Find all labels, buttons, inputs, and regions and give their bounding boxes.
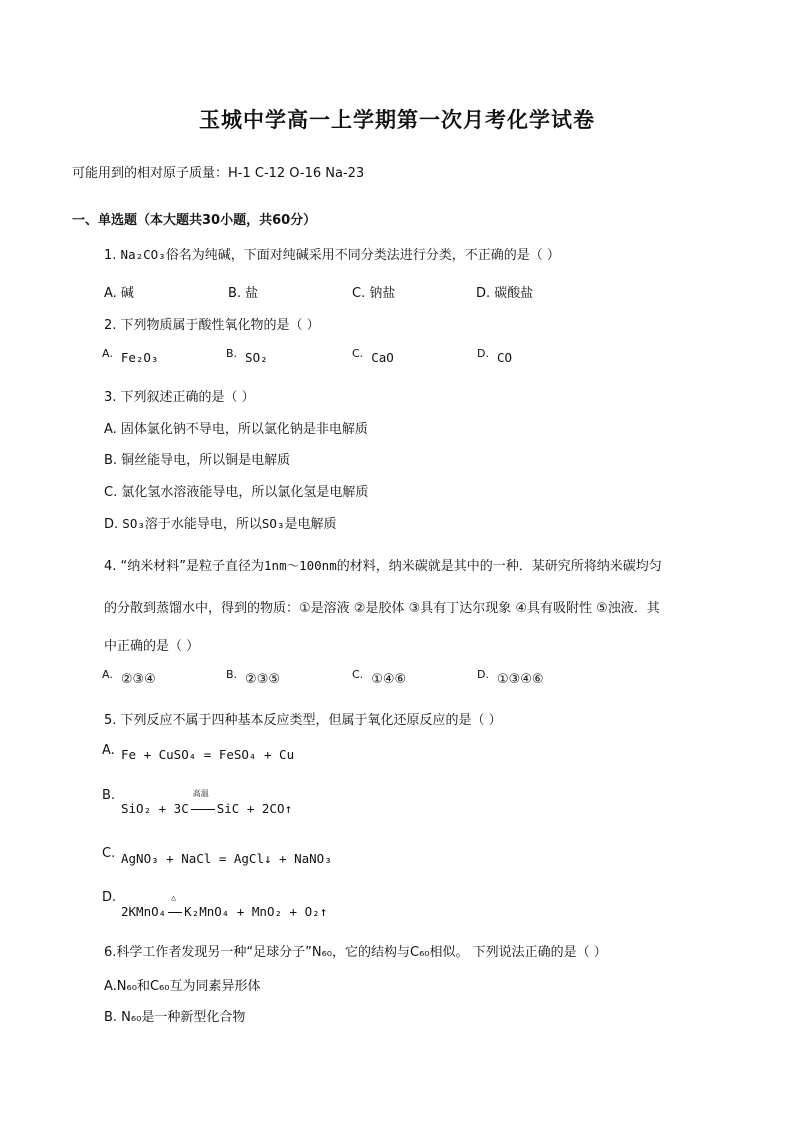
atomic-masses: 可能用到的相对原子质量：H-1 C-12 O-16 Na-23 bbox=[72, 166, 365, 181]
q3-formula-2: SO₃ bbox=[261, 516, 285, 531]
q5-b-left: SiO₂ + 3C bbox=[121, 801, 189, 816]
q6-option-b: B. N₆₀是一种新型化合物 bbox=[104, 1010, 246, 1025]
q3-option-d-end: 是电解质 bbox=[284, 517, 337, 532]
q1-option-b: B. 盐 bbox=[228, 286, 259, 301]
q5-equation-d bbox=[121, 893, 328, 919]
q2-option-a bbox=[102, 347, 159, 366]
q3-formula-1: SO₃ bbox=[122, 516, 145, 531]
q5-label-d: D. bbox=[102, 890, 117, 905]
q4-value-a: ②③④ bbox=[120, 672, 156, 687]
q5-equation-c: AgNO₃ + NaCl = AgCl↓ + NaNO₃ bbox=[121, 851, 332, 866]
q5-d-condition: △ bbox=[171, 893, 176, 902]
q5-d-right: K₂MnO₄ + MnO₂ + O₂↑ bbox=[184, 904, 328, 919]
q4-range: 1nm～100nm bbox=[264, 558, 337, 573]
question-3: 3. 下列叙述正确的是（ ） bbox=[104, 390, 255, 405]
q4-value-b: ②③⑤ bbox=[245, 672, 281, 687]
question-2: 2. 下列物质属于酸性氧化物的是（ ） bbox=[104, 318, 320, 333]
q4-value-c: ①④⑥ bbox=[371, 672, 407, 687]
q3-option-d bbox=[104, 513, 336, 532]
q1-stem: 俗名为纯碱，下面对纯碱采用不同分类法进行分类，不正确的是（ ） bbox=[165, 248, 560, 263]
question-4-line-1 bbox=[104, 555, 662, 574]
q1-option-c: C. 钠盐 bbox=[352, 286, 396, 301]
q4-label-b: B. bbox=[226, 668, 238, 681]
q4-option-b bbox=[226, 668, 281, 687]
q3-option-b: B. 铜丝能导电，所以铜是电解质 bbox=[104, 453, 291, 468]
q2-formula-c: CaO bbox=[371, 350, 394, 365]
q5-label-c: C. bbox=[102, 846, 116, 861]
q2-formula-d: CO bbox=[496, 350, 513, 365]
q5-b-arrow bbox=[189, 789, 217, 816]
q2-formula-b: SO₂ bbox=[245, 350, 268, 365]
q2-option-d bbox=[477, 347, 513, 366]
q4-stem-post: 的材料，纳米碳就是其中的一种．某研究所将纳米碳均匀 bbox=[336, 559, 662, 574]
q5-b-condition: 高温 bbox=[192, 789, 209, 798]
page-title: 玉城中学高一上学期第一次月考化学试卷 bbox=[199, 107, 595, 132]
q3-option-c: C. 氯化氢水溶液能导电，所以氯化氢是电解质 bbox=[104, 485, 369, 500]
q5-d-bar bbox=[168, 912, 182, 913]
section-heading: 一、单选题（本大题共30小题，共60分） bbox=[72, 213, 317, 228]
question-6: 6.科学工作者发现另一种“足球分子”N₆₀，它的结构与C₆₀相似。 下列说法正确的是（ ） bbox=[104, 945, 607, 960]
q1-option-d: D. 碳酸盐 bbox=[476, 286, 534, 301]
q4-label-c: C. bbox=[352, 668, 364, 681]
q4-option-c bbox=[352, 668, 407, 687]
q5-b-bar bbox=[191, 809, 215, 810]
q2-label-a: A. bbox=[102, 347, 113, 360]
q3-option-a: A. 固体氯化钠不导电，所以氯化钠是非电解质 bbox=[104, 422, 368, 437]
q5-b-right: SiC + 2CO↑ bbox=[216, 801, 292, 816]
q4-label-a: A. bbox=[102, 668, 113, 681]
q1-number: 1. bbox=[104, 248, 121, 263]
q4-value-d: ①③④⑥ bbox=[496, 672, 544, 687]
q2-option-b bbox=[226, 347, 268, 366]
q5-equation-b bbox=[121, 789, 292, 816]
q4-label-d: D. bbox=[477, 668, 489, 681]
q5-equation-a: Fe + CuSO₄ = FeSO₄ + Cu bbox=[121, 747, 295, 762]
q5-d-left: 2KMnO₄ bbox=[121, 904, 167, 919]
q2-option-c bbox=[352, 347, 394, 366]
q6-option-a: A.N₆₀和C₆₀互为同素异形体 bbox=[104, 979, 261, 994]
q1-formula: Na₂CO₃ bbox=[120, 247, 166, 262]
q3-label-d: D. bbox=[104, 517, 119, 532]
question-5: 5. 下列反应不属于四种基本反应类型，但属于氧化还原反应的是（ ） bbox=[104, 713, 502, 728]
question-1 bbox=[104, 244, 560, 263]
q4-option-d bbox=[477, 668, 544, 687]
q2-label-b: B. bbox=[226, 347, 238, 360]
q2-label-c: C. bbox=[352, 347, 364, 360]
question-4-line-2: 的分散到蒸馏水中，得到的物质：①是溶液 ②是胶体 ③具有丁达尔现象 ④具有吸附性 ⑤浊液．其 bbox=[104, 601, 660, 616]
q5-label-b: B. bbox=[102, 788, 116, 803]
q2-label-d: D. bbox=[477, 347, 489, 360]
q5-label-a: A. bbox=[102, 743, 115, 758]
question-4-line-3: 中正确的是（ ） bbox=[104, 639, 200, 654]
q5-d-arrow bbox=[166, 893, 184, 919]
q4-stem-pre: 4. “纳米材料”是粒子直径为 bbox=[104, 559, 265, 574]
q2-formula-a: Fe₂O₃ bbox=[120, 350, 159, 365]
q3-option-d-mid: 溶于水能导电，所以 bbox=[144, 517, 262, 532]
q1-option-a: A. 碱 bbox=[104, 286, 134, 301]
q4-option-a bbox=[102, 668, 156, 687]
